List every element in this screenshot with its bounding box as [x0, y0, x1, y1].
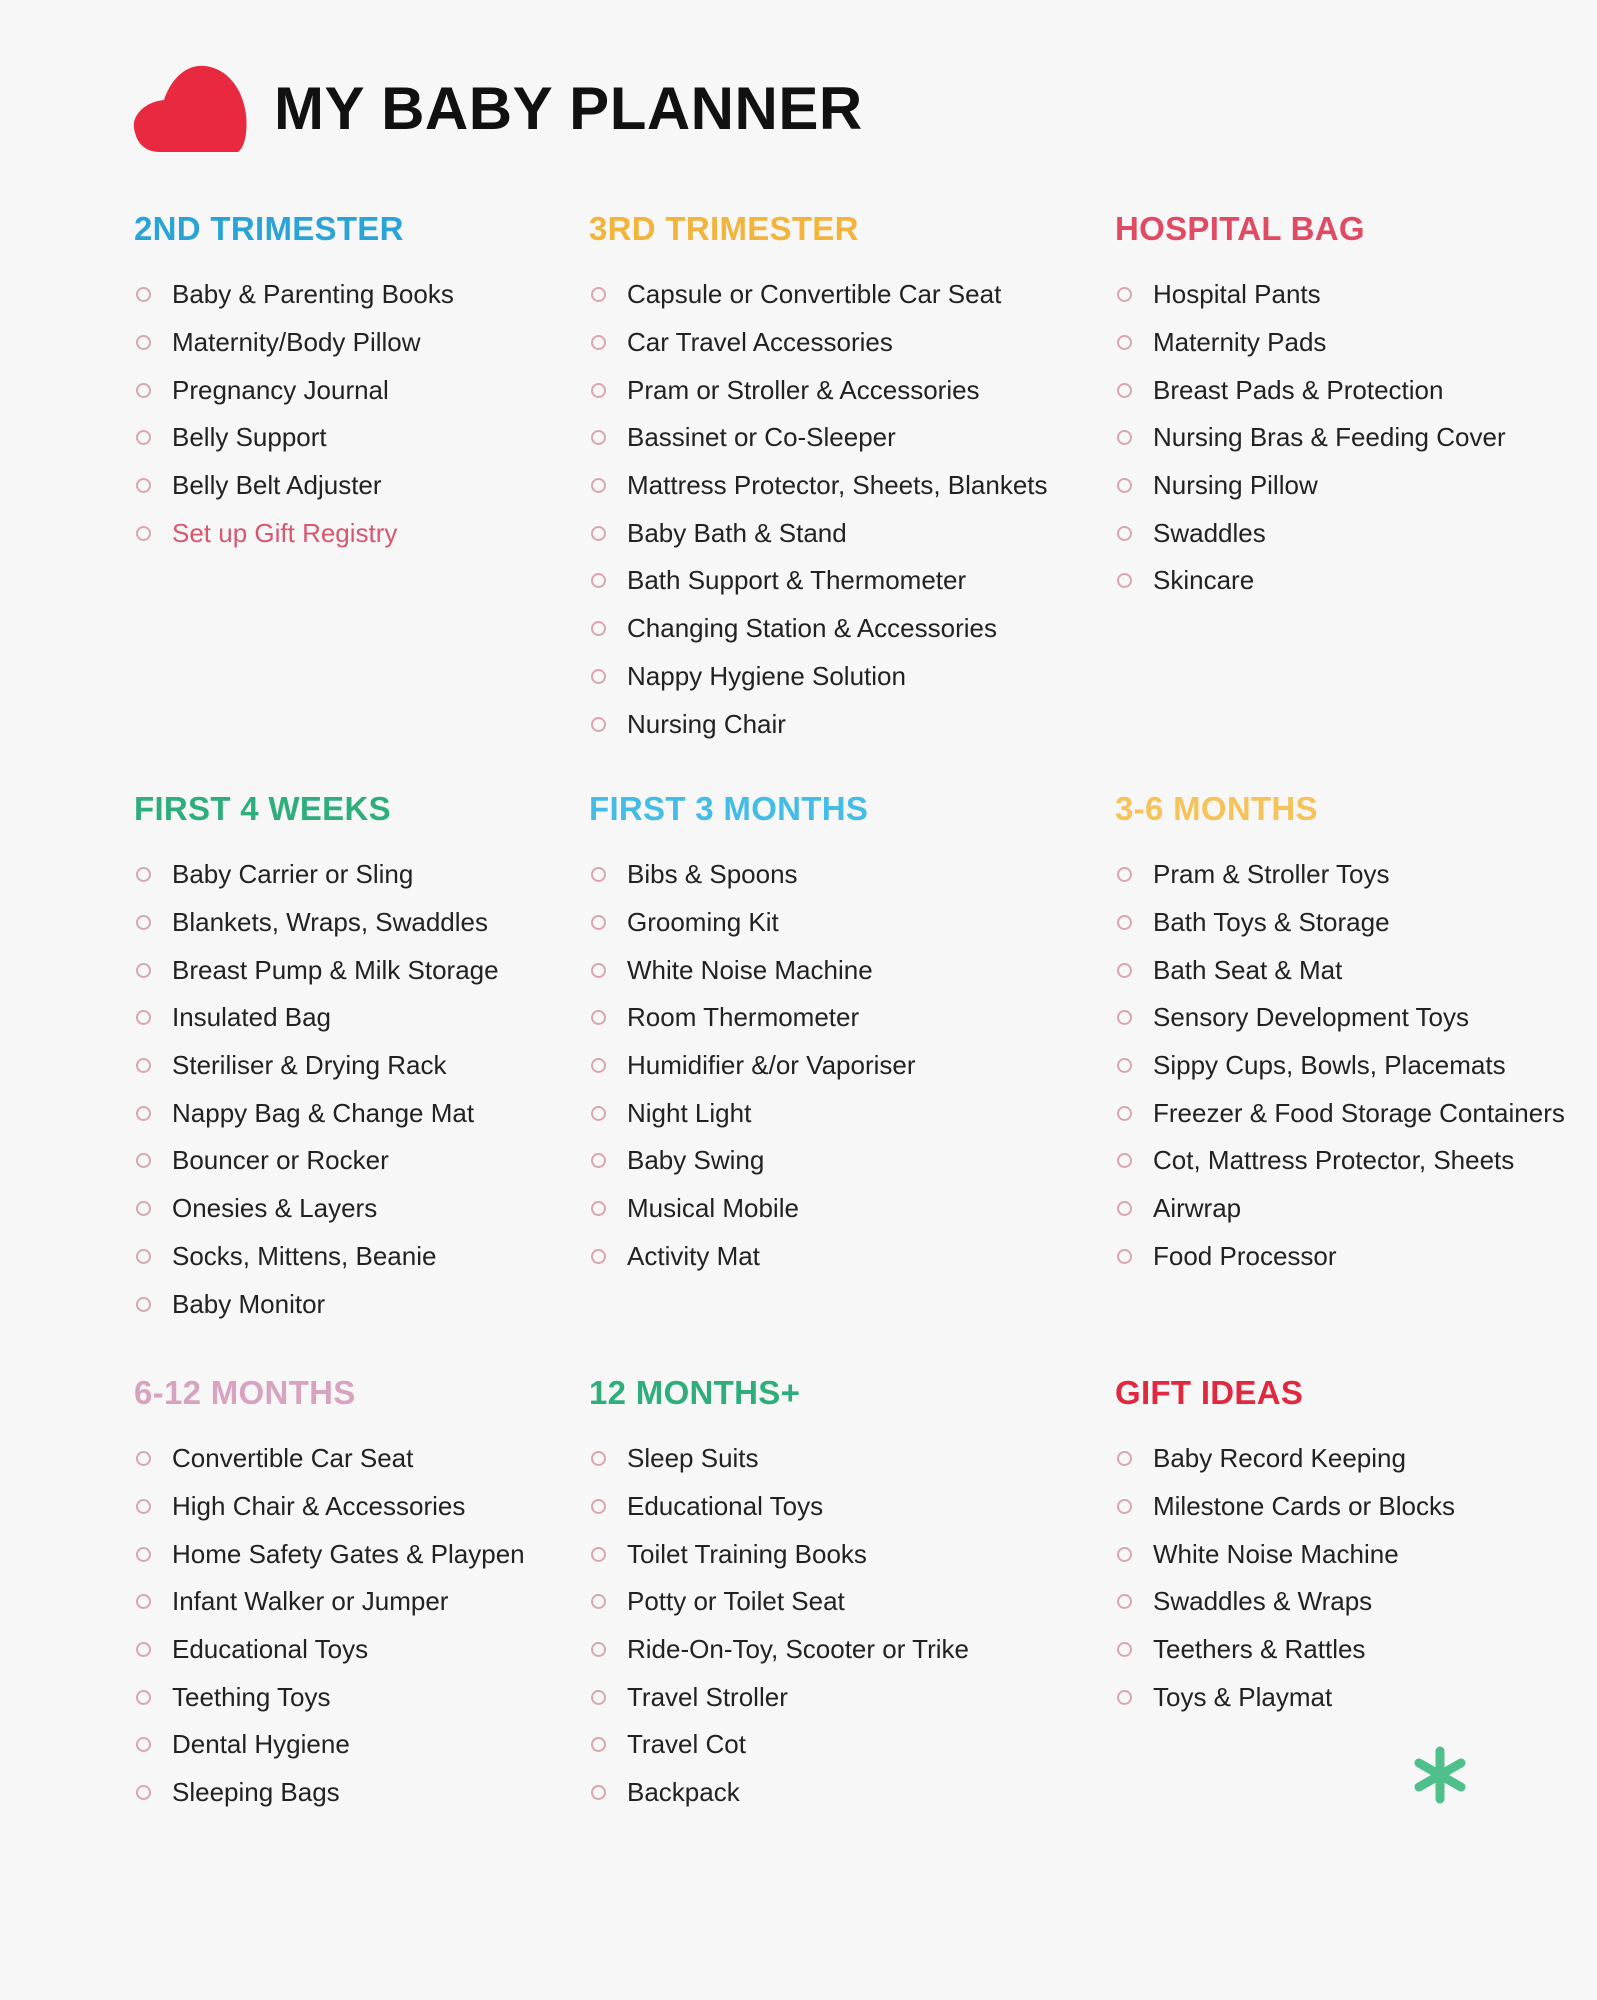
checkbox-circle-icon[interactable] — [591, 621, 606, 636]
checkbox-circle-icon[interactable] — [591, 1737, 606, 1752]
checklist-item-label: Educational Toys — [172, 1634, 369, 1665]
checkbox-circle-icon[interactable] — [591, 478, 606, 493]
checklist-item-label: White Noise Machine — [627, 954, 873, 985]
checklist-item[interactable] — [1115, 1483, 1455, 1531]
checklist-item[interactable] — [589, 1233, 916, 1281]
checkbox-circle-icon[interactable] — [591, 1642, 606, 1657]
checkbox-circle-icon[interactable] — [1117, 963, 1132, 978]
checkbox-circle-icon[interactable] — [1117, 915, 1132, 930]
checkbox-circle-icon[interactable] — [1117, 383, 1132, 398]
checkbox-circle-icon[interactable] — [591, 1690, 606, 1705]
checklist-item[interactable] — [1115, 946, 1565, 994]
checklist-item-label: Room Thermometer — [627, 1002, 860, 1033]
checklist-item-label: Freezer & Food Storage Containers — [1153, 1097, 1565, 1128]
checkbox-circle-icon[interactable] — [136, 1106, 151, 1121]
checklist-item[interactable] — [1115, 462, 1506, 510]
section-heading: 12 MONTHS+ — [589, 1374, 801, 1411]
checkbox-circle-icon[interactable] — [1117, 1594, 1132, 1609]
checklist-item[interactable] — [134, 1673, 525, 1721]
checkbox-circle-icon[interactable] — [136, 526, 151, 541]
checklist-item-label: Nappy Hygiene Solution — [627, 660, 906, 691]
checklist-item[interactable] — [589, 1089, 916, 1137]
checklist-item-label: Breast Pads & Protection — [1153, 374, 1444, 405]
checklist — [1115, 851, 1565, 1280]
checklist-item-label: Pram or Stroller & Accessories — [627, 374, 980, 405]
checkbox-circle-icon[interactable] — [591, 430, 606, 445]
checklist-item[interactable] — [134, 1280, 499, 1328]
checklist-item-label: Mattress Protector, Sheets, Blankets — [627, 470, 1048, 501]
checklist-item[interactable] — [1115, 1530, 1455, 1578]
section-gift-ideas — [1115, 1374, 1455, 1721]
checklist-item[interactable] — [134, 1721, 525, 1769]
page-header — [130, 62, 863, 154]
checkbox-circle-icon[interactable] — [136, 287, 151, 302]
checklist-item[interactable] — [589, 1673, 969, 1721]
checkbox-circle-icon[interactable] — [591, 717, 606, 732]
checkbox-circle-icon[interactable] — [1117, 1010, 1132, 1025]
checkbox-circle-icon[interactable] — [136, 1737, 151, 1752]
checkbox-circle-icon[interactable] — [1117, 430, 1132, 445]
checkbox-circle-icon[interactable] — [591, 1451, 606, 1466]
checkbox-circle-icon[interactable] — [136, 1297, 151, 1312]
asterisk-icon — [1410, 1745, 1470, 1805]
checklist — [1115, 271, 1506, 605]
section-heading: FIRST 4 WEEKS — [134, 790, 391, 827]
checklist-item-label: Belly Support — [172, 422, 327, 453]
checklist-item[interactable] — [134, 1137, 499, 1185]
checklist-item[interactable] — [1115, 1089, 1565, 1137]
checklist-item-label: Blankets, Wraps, Swaddles — [172, 907, 488, 938]
checklist-item-label: Home Safety Gates & Playpen — [172, 1538, 525, 1569]
checklist-item[interactable] — [134, 1185, 499, 1233]
checklist-item-label: Potty or Toilet Seat — [627, 1586, 845, 1617]
checklist-item-label: Swaddles & Wraps — [1153, 1586, 1373, 1617]
checkbox-circle-icon[interactable] — [136, 915, 151, 930]
checklist-item-label: White Noise Machine — [1153, 1538, 1399, 1569]
checklist-item-label: Maternity/Body Pillow — [172, 327, 421, 358]
checklist-item[interactable] — [589, 1769, 969, 1817]
checkbox-circle-icon[interactable] — [591, 526, 606, 541]
checklist-item[interactable] — [1115, 1042, 1565, 1090]
checklist-item-label: Nappy Bag & Change Mat — [172, 1097, 475, 1128]
checklist-item-label: Musical Mobile — [627, 1193, 799, 1224]
checklist-item[interactable] — [1115, 1233, 1565, 1281]
checklist-item-label: Baby Bath & Stand — [627, 517, 847, 548]
section-12-months-plus — [589, 1374, 969, 1817]
checkbox-circle-icon[interactable] — [591, 1499, 606, 1514]
checklist-item-label: Dental Hygiene — [172, 1729, 350, 1760]
checklist — [134, 271, 454, 557]
checklist-item[interactable] — [589, 1137, 916, 1185]
checklist-item[interactable] — [589, 414, 1048, 462]
checklist-item-label: Set up Gift Registry — [172, 517, 398, 548]
checkbox-circle-icon[interactable] — [136, 1201, 151, 1216]
checkbox-circle-icon[interactable] — [136, 478, 151, 493]
checklist-item[interactable] — [134, 1530, 525, 1578]
checklist-item[interactable] — [134, 1233, 499, 1281]
checklist-item[interactable] — [134, 994, 499, 1042]
checkbox-circle-icon[interactable] — [591, 1010, 606, 1025]
checkbox-circle-icon[interactable] — [591, 1153, 606, 1168]
checklist-item[interactable] — [589, 462, 1048, 510]
checklist-item-label: Teethers & Rattles — [1153, 1634, 1366, 1665]
checklist-item[interactable] — [134, 1089, 499, 1137]
checklist-item-label: Night Light — [627, 1097, 752, 1128]
checklist-item[interactable] — [589, 1530, 969, 1578]
checkbox-circle-icon[interactable] — [1117, 1690, 1132, 1705]
checklist-item[interactable] — [134, 1483, 525, 1531]
checklist-item[interactable] — [1115, 319, 1506, 367]
checklist-item[interactable] — [1115, 1673, 1455, 1721]
checklist-item[interactable] — [1115, 994, 1565, 1042]
section-heading: HOSPITAL BAG — [1115, 210, 1365, 247]
checklist-item[interactable] — [1115, 851, 1565, 899]
section-first-3-months — [589, 790, 916, 1280]
checklist-item-label: Baby & Parenting Books — [172, 279, 454, 310]
checkbox-circle-icon[interactable] — [591, 1249, 606, 1264]
checklist-item-label: Steriliser & Drying Rack — [172, 1050, 447, 1081]
section-heading: 6-12 MONTHS — [134, 1374, 356, 1411]
checklist-item-label: Sleeping Bags — [172, 1777, 340, 1808]
checkbox-circle-icon[interactable] — [136, 1499, 151, 1514]
checklist-item-label: Insulated Bag — [172, 1002, 332, 1033]
checkbox-circle-icon[interactable] — [136, 1690, 151, 1705]
checklist-item[interactable] — [1115, 1578, 1455, 1626]
checklist-item-label: Belly Belt Adjuster — [172, 470, 382, 501]
checklist-item[interactable] — [134, 1626, 525, 1674]
checklist-item[interactable] — [589, 851, 916, 899]
checklist-item-label: Sensory Development Toys — [1153, 1002, 1470, 1033]
section-heading: FIRST 3 MONTHS — [589, 790, 869, 827]
checkbox-circle-icon[interactable] — [136, 1058, 151, 1073]
checklist-item[interactable] — [589, 1721, 969, 1769]
checklist-item-label: Maternity Pads — [1153, 327, 1327, 358]
checklist-item[interactable] — [589, 653, 1048, 701]
checklist-item[interactable] — [589, 271, 1048, 319]
checklist-item-label: Bouncer or Rocker — [172, 1145, 389, 1176]
checklist-item-label: Airwrap — [1153, 1193, 1242, 1224]
checklist-item-label: High Chair & Accessories — [172, 1491, 466, 1522]
checklist-item[interactable] — [1115, 899, 1565, 947]
checkbox-circle-icon[interactable] — [1117, 335, 1132, 350]
checklist-item[interactable] — [134, 1435, 525, 1483]
section-heading: 3RD TRIMESTER — [589, 210, 859, 247]
checkbox-circle-icon[interactable] — [1117, 526, 1132, 541]
section-6-12-months — [134, 1374, 525, 1817]
checkbox-circle-icon[interactable] — [591, 1785, 606, 1800]
checkbox-circle-icon[interactable] — [136, 1547, 151, 1562]
checklist-item-label: Pram & Stroller Toys — [1153, 859, 1390, 890]
checklist-item[interactable] — [589, 557, 1048, 605]
checklist-item-label: Sippy Cups, Bowls, Placemats — [1153, 1050, 1506, 1081]
checklist-item[interactable] — [589, 1626, 969, 1674]
checklist-item[interactable] — [1115, 271, 1506, 319]
checklist-item[interactable] — [589, 605, 1048, 653]
checklist-item[interactable] — [589, 1578, 969, 1626]
checkbox-circle-icon[interactable] — [136, 383, 151, 398]
section-heading: 2ND TRIMESTER — [134, 210, 404, 247]
checklist-item-label: Toilet Training Books — [627, 1538, 867, 1569]
checklist-item-label: Bibs & Spoons — [627, 859, 798, 890]
section-hospital-bag — [1115, 210, 1506, 605]
checkbox-circle-icon[interactable] — [136, 1642, 151, 1657]
checklist-item[interactable] — [589, 994, 916, 1042]
checklist-item-label: Bath Support & Thermometer — [627, 565, 967, 596]
checkbox-circle-icon[interactable] — [1117, 1642, 1132, 1657]
checkbox-circle-icon[interactable] — [136, 1594, 151, 1609]
checklist-item[interactable] — [134, 946, 499, 994]
checkbox-circle-icon[interactable] — [136, 1249, 151, 1264]
section-3-6-months — [1115, 790, 1565, 1280]
checklist-item[interactable] — [589, 366, 1048, 414]
checklist-item-label: Car Travel Accessories — [627, 327, 893, 358]
checkbox-circle-icon[interactable] — [591, 1058, 606, 1073]
checklist-item[interactable] — [134, 1042, 499, 1090]
checkbox-circle-icon[interactable] — [1117, 478, 1132, 493]
checkbox-circle-icon[interactable] — [136, 867, 151, 882]
checklist-item-label: Toys & Playmat — [1153, 1681, 1333, 1712]
section-heading: 3-6 MONTHS — [1115, 790, 1318, 827]
section-second-trimester — [134, 210, 454, 557]
checkbox-circle-icon[interactable] — [1117, 867, 1132, 882]
checkbox-circle-icon[interactable] — [1117, 1249, 1132, 1264]
checkbox-circle-icon[interactable] — [591, 867, 606, 882]
checkbox-circle-icon[interactable] — [591, 1594, 606, 1609]
checklist-item[interactable] — [589, 1185, 916, 1233]
checklist-item[interactable] — [134, 1769, 525, 1817]
checklist — [589, 1435, 969, 1817]
checklist-item[interactable] — [1115, 557, 1506, 605]
checkbox-circle-icon[interactable] — [1117, 1499, 1132, 1514]
checkbox-circle-icon[interactable] — [591, 287, 606, 302]
checklist — [1115, 1435, 1455, 1721]
checklist-item-label: Onesies & Layers — [172, 1193, 378, 1224]
checklist-item-label: Activity Mat — [627, 1240, 760, 1271]
checklist-item[interactable] — [1115, 1137, 1565, 1185]
checklist-item[interactable] — [134, 366, 454, 414]
checklist-item-label: Humidifier &/or Vaporiser — [627, 1050, 916, 1081]
checklist — [134, 1435, 525, 1817]
checklist-item[interactable] — [589, 946, 916, 994]
checklist-item-label: Pregnancy Journal — [172, 374, 389, 405]
section-heading: GIFT IDEAS — [1115, 1374, 1304, 1411]
checklist-item-label: Breast Pump & Milk Storage — [172, 954, 499, 985]
checklist-item-label: Infant Walker or Jumper — [172, 1586, 449, 1617]
checklist-item[interactable] — [1115, 509, 1506, 557]
checklist-item-label: Grooming Kit — [627, 907, 779, 938]
checklist-item-label: Baby Swing — [627, 1145, 765, 1176]
page-title: MY BABY PLANNER — [274, 74, 863, 142]
checkbox-circle-icon[interactable] — [591, 1201, 606, 1216]
checklist-item[interactable] — [1115, 1185, 1565, 1233]
checkbox-circle-icon[interactable] — [136, 1153, 151, 1168]
checklist-item-label: Swaddles — [1153, 517, 1266, 548]
checklist-item[interactable] — [134, 851, 499, 899]
checkbox-circle-icon[interactable] — [591, 1547, 606, 1562]
checkbox-circle-icon[interactable] — [136, 1451, 151, 1466]
checklist-item-label: Skincare — [1153, 565, 1255, 596]
heart-icon — [130, 62, 252, 154]
checkbox-circle-icon[interactable] — [1117, 287, 1132, 302]
checklist-item-label: Travel Cot — [627, 1729, 746, 1760]
checklist-item-label: Socks, Mittens, Beanie — [172, 1240, 437, 1271]
checkbox-circle-icon[interactable] — [591, 573, 606, 588]
checklist-item[interactable] — [134, 899, 499, 947]
checkbox-circle-icon[interactable] — [1117, 1153, 1132, 1168]
checklist — [589, 271, 1048, 748]
checklist-item[interactable] — [134, 462, 454, 510]
checklist-item[interactable] — [589, 509, 1048, 557]
checklist-item-label: Sleep Suits — [627, 1443, 759, 1474]
checkbox-circle-icon[interactable] — [1117, 1058, 1132, 1073]
checklist-item[interactable] — [589, 700, 1048, 748]
section-third-trimester — [589, 210, 1048, 748]
checklist-item-label: Changing Station & Accessories — [627, 613, 997, 644]
section-first-4-weeks — [134, 790, 499, 1328]
checklist-item[interactable] — [134, 509, 454, 557]
checklist-item-label: Bassinet or Co-Sleeper — [627, 422, 896, 453]
checkbox-circle-icon[interactable] — [136, 430, 151, 445]
checklist-item-label: Bath Seat & Mat — [1153, 954, 1343, 985]
checklist-item-label: Nursing Pillow — [1153, 470, 1318, 501]
checkbox-circle-icon[interactable] — [591, 1106, 606, 1121]
checkbox-circle-icon[interactable] — [1117, 1201, 1132, 1216]
checkbox-circle-icon[interactable] — [1117, 1547, 1132, 1562]
checkbox-circle-icon[interactable] — [136, 1010, 151, 1025]
checkbox-circle-icon[interactable] — [591, 915, 606, 930]
checklist-item-label: Nursing Chair — [627, 708, 786, 739]
checklist-item-label: Food Processor — [1153, 1240, 1337, 1271]
checklist-item-label: Nursing Bras & Feeding Cover — [1153, 422, 1506, 453]
checklist-item-label: Educational Toys — [627, 1491, 824, 1522]
checklist-item[interactable] — [134, 414, 454, 462]
checkbox-circle-icon[interactable] — [1117, 1451, 1132, 1466]
checkbox-circle-icon[interactable] — [1117, 1106, 1132, 1121]
checkbox-circle-icon[interactable] — [591, 383, 606, 398]
checklist-item[interactable] — [1115, 414, 1506, 462]
checklist-item-label: Baby Carrier or Sling — [172, 859, 414, 890]
checklist-item-label: Travel Stroller — [627, 1681, 788, 1712]
checkbox-circle-icon[interactable] — [136, 963, 151, 978]
checkbox-circle-icon[interactable] — [591, 335, 606, 350]
checkbox-circle-icon[interactable] — [591, 669, 606, 684]
checklist-item-label: Baby Record Keeping — [1153, 1443, 1406, 1474]
checklist-item[interactable] — [589, 1435, 969, 1483]
checklist-item-label: Ride-On-Toy, Scooter or Trike — [627, 1634, 969, 1665]
checklist-item-label: Baby Monitor — [172, 1288, 326, 1319]
checklist-item-label: Backpack — [627, 1777, 740, 1808]
checklist-item-label: Cot, Mattress Protector, Sheets — [1153, 1145, 1515, 1176]
checklist — [589, 851, 916, 1280]
checklist-item[interactable] — [1115, 366, 1506, 414]
checkbox-circle-icon[interactable] — [1117, 573, 1132, 588]
checklist-item[interactable] — [134, 1578, 525, 1626]
checklist-item[interactable] — [134, 271, 454, 319]
checklist-item-label: Convertible Car Seat — [172, 1443, 414, 1474]
checklist-item[interactable] — [589, 319, 1048, 367]
checklist-item-label: Hospital Pants — [1153, 279, 1321, 310]
checkbox-circle-icon[interactable] — [136, 1785, 151, 1800]
checklist-item[interactable] — [589, 1042, 916, 1090]
checklist-item-label: Capsule or Convertible Car Seat — [627, 279, 1002, 310]
checklist-item-label: Bath Toys & Storage — [1153, 907, 1390, 938]
checkbox-circle-icon[interactable] — [136, 335, 151, 350]
checklist-item[interactable] — [1115, 1435, 1455, 1483]
checklist-item[interactable] — [589, 1483, 969, 1531]
checklist-item[interactable] — [134, 319, 454, 367]
checklist-item-label: Milestone Cards or Blocks — [1153, 1491, 1455, 1522]
checkbox-circle-icon[interactable] — [591, 963, 606, 978]
checklist-item[interactable] — [1115, 1626, 1455, 1674]
checklist — [134, 851, 499, 1328]
checklist-item-label: Teething Toys — [172, 1681, 331, 1712]
checklist-item[interactable] — [589, 899, 916, 947]
